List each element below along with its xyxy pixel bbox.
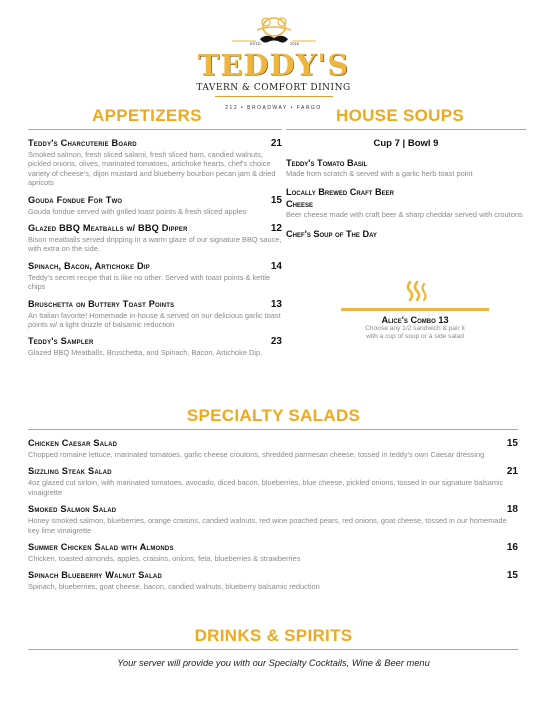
item-name: Bruschetta on Buttery Toast Points: [28, 298, 175, 309]
logo-estd: ESTD: [249, 41, 261, 46]
list-item: [28, 336, 282, 357]
item-desc: Teddy's secret recipe that is like no other. Served with toast points & kettle chips: [28, 272, 271, 292]
combo-title: Alice's Combo 13: [381, 315, 449, 325]
list-item: [28, 223, 282, 254]
list-item: [28, 261, 282, 292]
item-desc: Chicken, toasted almonds, apples, craisins, onions, feta, blueberries & strawberries: [28, 554, 301, 564]
logo-name: TEDDY'S: [197, 48, 350, 82]
steaming-soup-icon: [400, 280, 430, 308]
item-price: 15: [506, 438, 518, 449]
item-price: 23: [270, 336, 282, 348]
list-item: [286, 228, 526, 240]
item-desc: Honey smoked salmon, blueberries, orange craisins, candied walnuts, red wine poached pears, red onions, goat cheese, tossed in our homemade key lime vinaigrette: [28, 516, 507, 535]
soup-desc: Made from scratch & served with a garlic herb toast point: [286, 169, 473, 178]
logo-year: 2016: [289, 41, 299, 46]
item-desc: Chopped romaine lettuce, marinated tomatoes, garlic cheese croutons, shredded parmesan cheese, tossed in teddy's own Caesar dressing: [28, 450, 485, 459]
list-item: [286, 186, 526, 219]
logo-rule: [215, 96, 333, 97]
drinks-note: Your server will provide you with our Specialty Cocktails, Wine & Beer menu: [117, 658, 430, 668]
item-name: Glazed BBQ Meatballs w/ BBQ Dipper: [28, 223, 188, 234]
list-item: [286, 157, 526, 178]
soup-desc: Beer cheese made with craft beer & sharp cheddar served with croutons: [286, 210, 523, 220]
list-item: [28, 438, 518, 459]
list-item: [28, 138, 282, 188]
item-desc: 4oz glazed cut sirloin, with marinated tomatoes, avocado, diced bacon, blueberries, blue cheese, pickled onions, tossed in our signature balsamic vinaigrette: [28, 478, 504, 497]
item-desc: Smoked salmon, fresh sliced salami, fresh sliced ham, candied walnuts, pickled onions, olives, marinated tomatoes, artichoke hearts, chef's choice variety of cheese's, dijon mustard and blueberry bourbon pecan jam & dried apricots: [28, 150, 276, 188]
appetizers-rule: [28, 129, 282, 130]
item-desc: Gouda fondue served with grilled toast points & fresh sliced apples: [28, 206, 247, 216]
item-price: 15: [506, 570, 518, 582]
salads-title: SPECIALTY SALADS: [186, 406, 361, 425]
item-price: 21: [506, 466, 518, 478]
soup-name: Chef's Soup of The Day: [286, 228, 377, 239]
item-price: 21: [270, 138, 282, 149]
list-item: [28, 299, 282, 330]
item-price: 16: [506, 542, 518, 554]
list-item: [28, 466, 518, 497]
combo-bar: [341, 308, 489, 311]
item-price: 13: [270, 298, 282, 310]
list-item: [28, 542, 518, 563]
item-price: 18: [506, 504, 518, 516]
list-item: [28, 570, 518, 591]
combo-desc: Choose any 1/2 sandwich & pair it with a cup of soup or a side salad: [365, 325, 465, 341]
combo-box: [341, 280, 489, 342]
item-desc: Spinach, blueberries, goat cheese, bacon, candied walnuts, blueberry balsamic reduction: [28, 582, 320, 592]
salads-rule: [28, 429, 518, 430]
item-price: 15: [270, 194, 282, 206]
soup-name: Teddy's Tomato Basil: [286, 158, 368, 168]
soups-list: [286, 138, 526, 248]
item-name: Teddy's Charcuterie Board: [28, 138, 137, 148]
logo-tagline: TAVERN & COMFORT DINING: [196, 83, 351, 93]
logo-address: 212 • BROADWAY • FARGO: [225, 105, 322, 111]
item-desc: An Italian favorite! Homemade in-house & served on our delicious garlic toast points w/ a light drizzle of balsamic reduction: [28, 310, 281, 330]
item-name: Sizzling Steak Salad: [28, 466, 112, 477]
item-name: Spinach Blueberry Walnut Salad: [28, 570, 162, 581]
appetizers-title: APPETIZERS: [92, 106, 202, 125]
drinks-title: DRINKS & SPIRITS: [194, 626, 353, 645]
list-item: [28, 504, 518, 535]
salads-list: [28, 438, 518, 599]
hat-mustache-logo-icon: [226, 14, 322, 48]
item-price: 12: [270, 223, 282, 235]
item-name: Teddy's Sampler: [28, 336, 94, 347]
soup-name: Locally Brewed Craft Beer Cheese: [286, 187, 394, 210]
item-name: Chicken Caesar Salad: [28, 438, 118, 448]
item-desc: Bison meatballs served dripping in a warm glaze of our signature BBQ sauce, with extra on the side.: [28, 235, 282, 254]
item-name: Smoked Salmon Salad: [28, 504, 117, 515]
soups-title: HOUSE SOUPS: [336, 106, 464, 125]
item-name: Summer Chicken Salad with Almonds: [28, 542, 174, 553]
item-name: Gouda Fondue For Two: [28, 194, 123, 205]
logo: [0, 14, 547, 111]
soups-rule: [286, 129, 526, 130]
item-desc: Glazed BBQ Meatballs, Bruschetta, and Spinach, Bacon, Artichoke Dip.: [28, 348, 263, 358]
appetizers-list: [28, 138, 282, 365]
drinks-rule: [28, 649, 518, 650]
list-item: [28, 195, 282, 216]
soup-price: Cup 7 | Bowl 9: [373, 138, 439, 149]
item-name: Spinach, Bacon, Artichoke Dip: [28, 260, 150, 271]
item-price: 14: [270, 260, 282, 272]
